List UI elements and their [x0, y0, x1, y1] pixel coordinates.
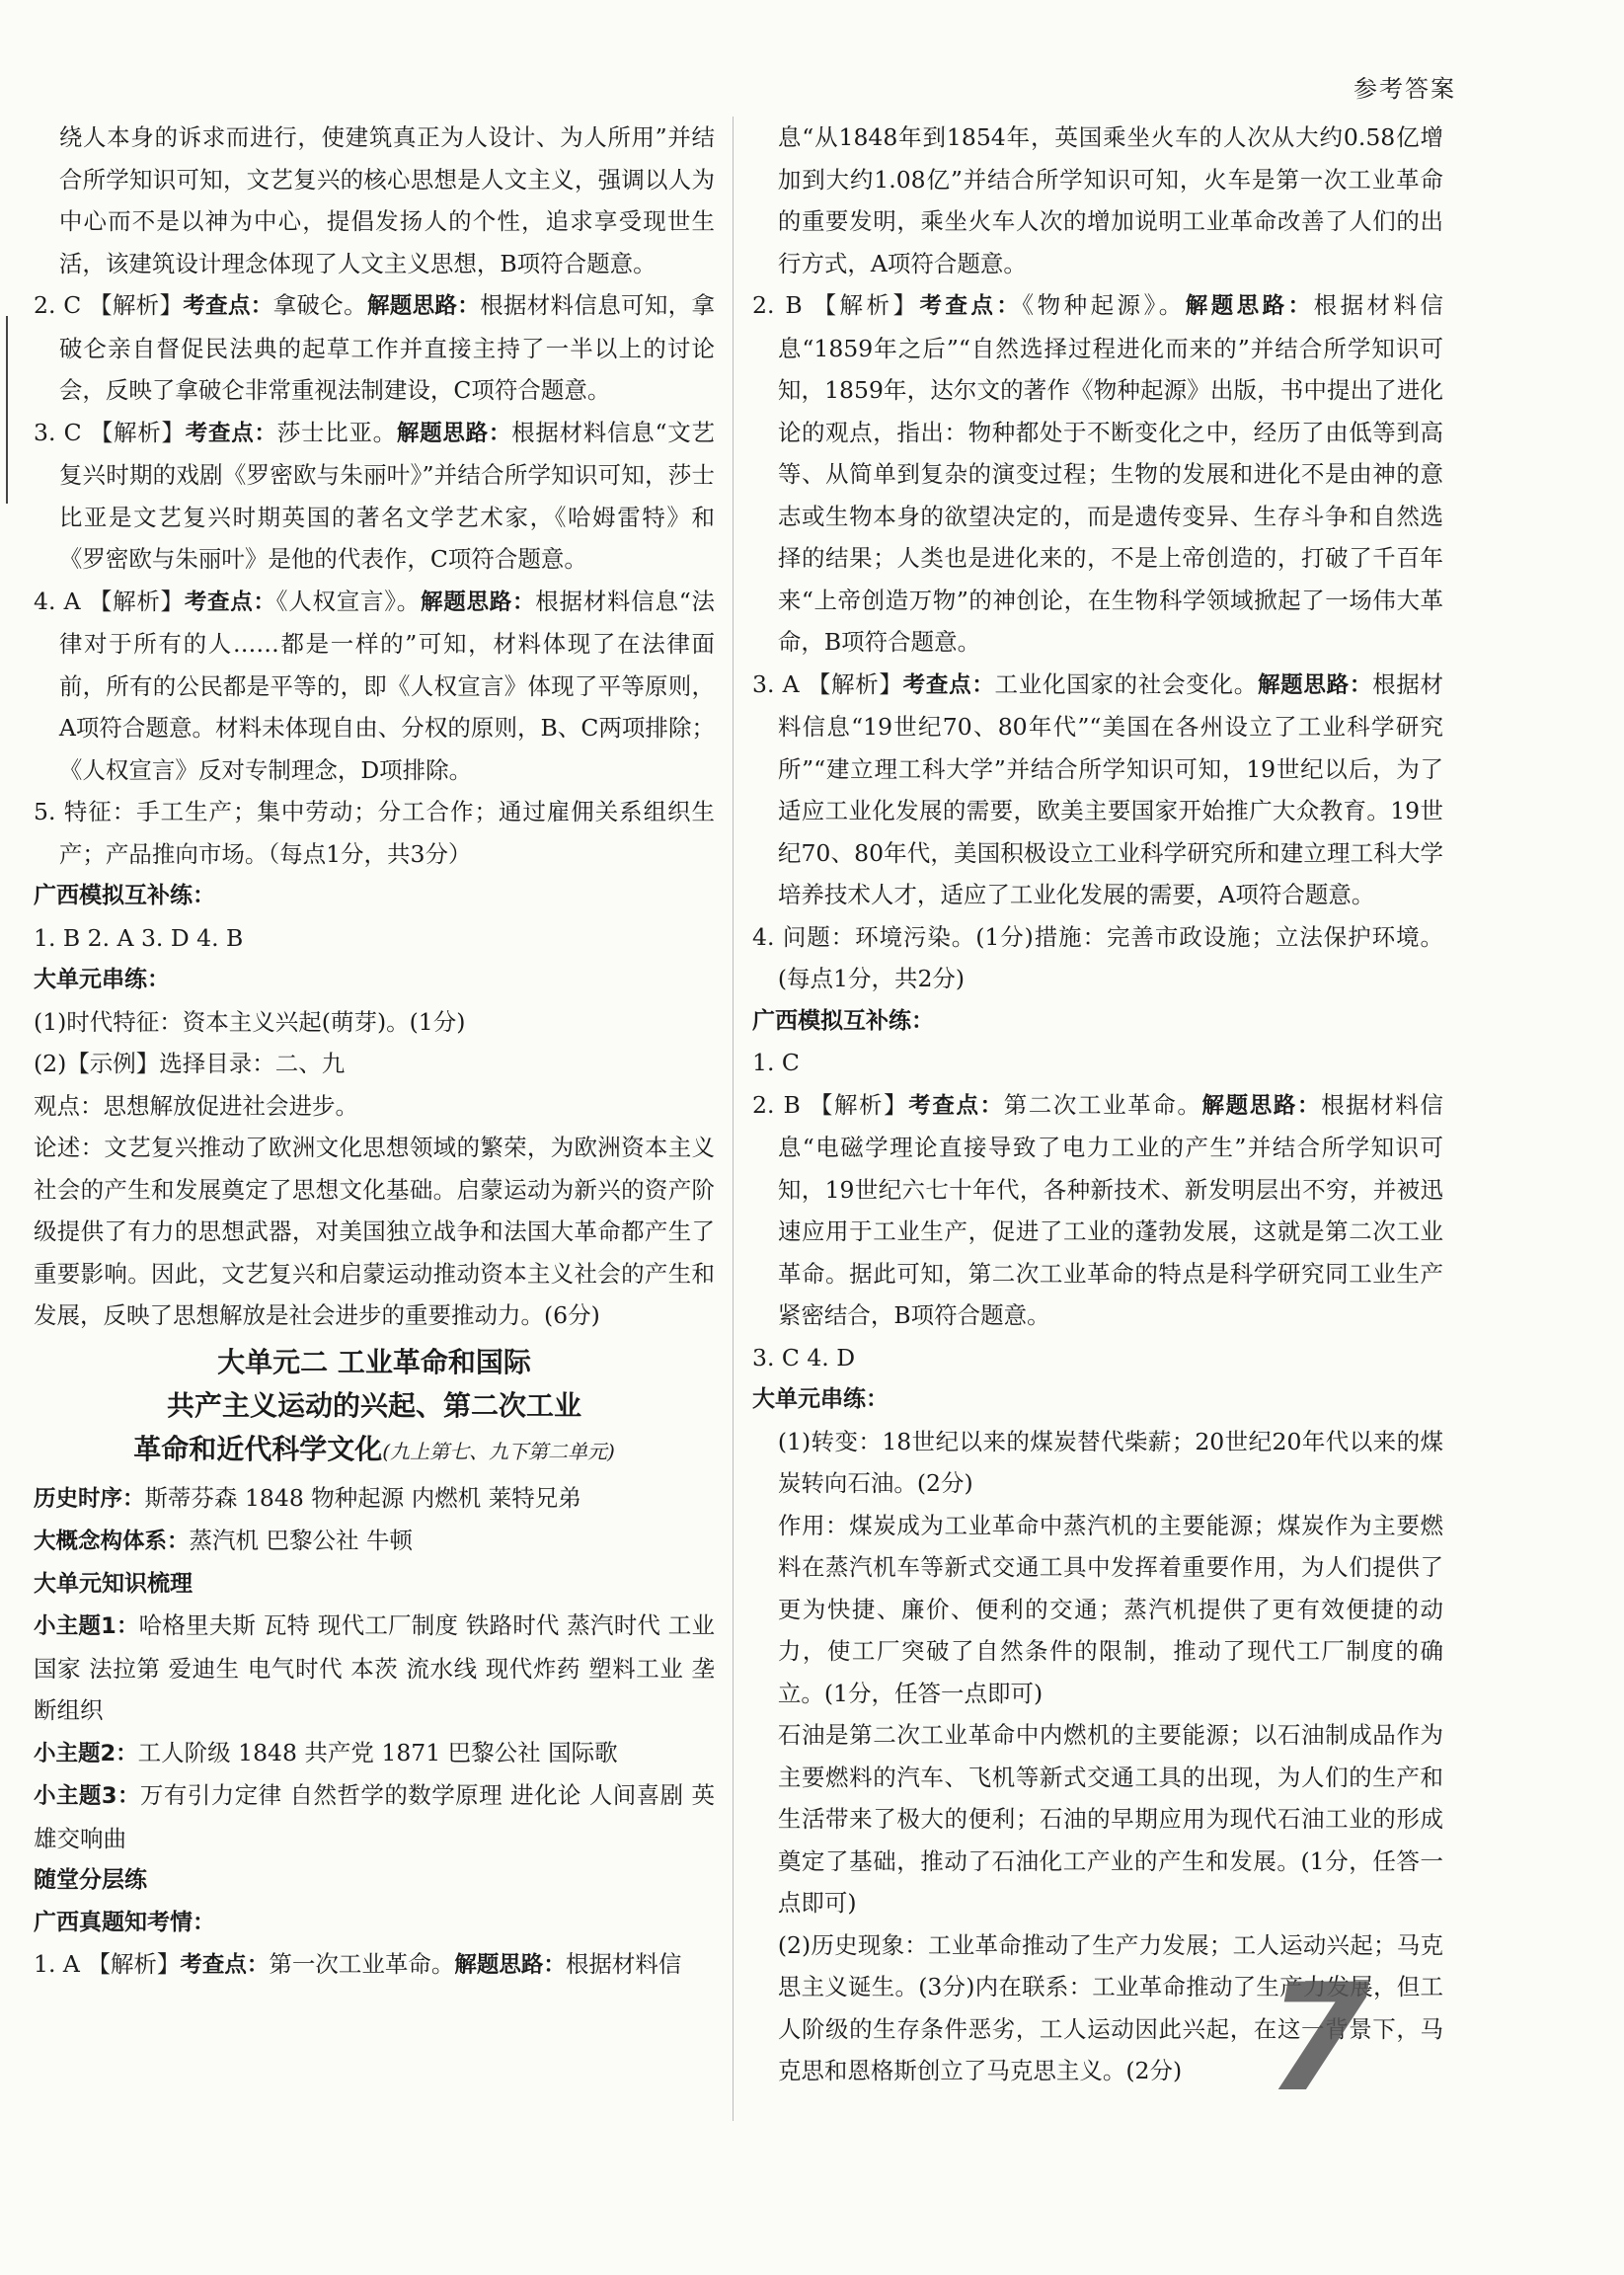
label-kaochadian: 考查点：: [902, 671, 995, 698]
text: 莎士比亚。: [276, 418, 397, 446]
text: 根据材料信息“19世纪70、80年代”“美国在各州设立了工业科学研究所”“建立理工科大学”并结合所学知识可知，19世纪以后，为了适应工业化发展的需要，欧美主要国家开始推广大众教育。19世纪70、80年代，美国积极设立工业科学研究所和建立理工科大学培养技术人才，适应了工业化发展的需要，A项符合题意。: [777, 669, 1443, 908]
text: 根据材料信: [565, 1950, 682, 1978]
answer-line: (2)历史现象：工业革命推动了生产力发展；工人运动兴起；马克思主义诞生。(3分)内在联系：工业革命推动了生产力发展，但工人阶级的生存条件恶劣，工人运动因此兴起，在这一背景下，马克思和恩格斯创立了马克思主义。(2分): [777, 1930, 1443, 2084]
text: 《物种起源》。: [1022, 291, 1186, 319]
margin-mark: [6, 316, 8, 504]
label-kaochadian: 考查点：: [183, 293, 273, 319]
unit-title-text: 革命和近代科学文化: [133, 1432, 383, 1465]
text: 第二次工业革命。: [1003, 1090, 1202, 1119]
answer-line: (1)时代特征：资本主义兴起(萌芽)。(1分): [34, 1007, 466, 1036]
answer-head: 2. B 【解析】: [752, 1090, 909, 1119]
answer-line: [34, 1774, 715, 1859]
answer-item: 4. 问题：环境污染。(1分)措施：完善市政设施；立法保护环境。(每点1分，共2分): [752, 922, 1443, 992]
section-title: 广西模拟互补练：: [34, 883, 215, 908]
label: 小主题1：: [34, 1613, 139, 1639]
answer-line: 1. C: [752, 1049, 800, 1076]
text: 根据材料信息“文艺复兴时期的戏剧《罗密欧与朱丽叶》”并结合所学知识可知，莎士比亚是文艺复兴时期英国的著名文学艺术家，《哈姆雷特》和《罗密欧与朱丽叶》是他的代表作，C项符合题意。: [58, 418, 715, 573]
text: 根据材料信息“电磁学理论直接导致了电力工业的产生”并结合所学知识可知，19世纪六七十年代，各种新技术、新发明层出不穷，并被迅速应用于工业生产，促进了工业的蓬勃发展，这就是第二次工业革命。据此可知，第二次工业革命的特点是科学研究同工业生产紧密结合，B项符合题意。: [777, 1090, 1443, 1329]
unit-title-line: [34, 1428, 715, 1473]
answer-head: 3. C 【解析】: [34, 418, 186, 446]
text: 工业化国家的社会变化。: [994, 669, 1258, 698]
answer-line: [34, 1520, 715, 1563]
label-kaochadian: 考查点：: [180, 1952, 270, 1978]
label-jietisilu: 解题思路：: [1185, 293, 1314, 319]
label-kaochadian: 考查点：: [908, 1092, 1004, 1119]
section-title: 大单元知识梳理: [34, 1570, 193, 1597]
section-title: 广西真题知考情：: [34, 1909, 215, 1935]
label-kaochadian: 考查点：: [919, 293, 1023, 319]
unit-title: [34, 1341, 715, 1473]
label-kaochadian: 考查点：: [184, 588, 276, 615]
label-jietisilu: 解题思路：: [454, 1952, 566, 1978]
text: 蒸汽机 巴黎公社 牛顿: [189, 1527, 413, 1554]
answer-continuation: 息“从1848年到1854年，英国乘坐火车的人次从大约0.58亿增加到大约1.08亿”并结合所学知识可知，火车是第一次工业革命的重要发明，乘坐火车人次的增加说明工业革命改善了人们的出行方式，A项符合题意。: [777, 123, 1443, 277]
label: 历史时序：: [34, 1485, 145, 1512]
unit-title-line: 大单元二 工业革命和国际: [217, 1345, 531, 1378]
label-jietisilu: 解题思路：: [396, 420, 512, 446]
text: 工人阶级 1848 共产党 1871 巴黎公社 国际歌: [137, 1738, 618, 1766]
answer-line: 1. B 2. A 3. D 4. B: [34, 923, 244, 952]
label-jietisilu: 解题思路：: [366, 293, 481, 319]
text: 哈格里夫斯 瓦特 现代工厂制度 铁路时代 蒸汽时代 工业国家 法拉第 爱迪生 电气时代 本茨 流水线 现代炸药 塑料工业 垄断组织: [34, 1611, 715, 1724]
answer-continuation: 绕人本身的诉求而进行，使建筑真正为人设计、为人所用”并结合所学知识可知，文艺复兴的核心思想是人文主义，强调以人为中心而不是以神为中心，提倡发扬人的个性，追求享受现世生活，该建筑设计理念体现了人文主义思想，B项符合题意。: [58, 123, 715, 277]
text: 根据材料信息可知，拿破仑亲自督促民法典的起草工作并直接主持了一半以上的讨论会，反映了拿破仑非常重视法制建设，C项符合题意。: [58, 291, 716, 404]
section-title: 广西模拟互补练：: [752, 1007, 934, 1034]
text: 斯蒂芬森 1848 物种起源 内燃机 莱特兄弟: [144, 1483, 581, 1512]
label-jietisilu: 解题思路：: [421, 588, 536, 615]
page-header-title: 参考答案: [1353, 75, 1456, 103]
label: 小主题2：: [34, 1740, 138, 1766]
answer-item: [34, 284, 715, 412]
answer-item: 5. 特征：手工生产；集中劳动；分工合作；通过雇佣关系组织生产；产品推向市场。（每点1分，共3分）: [34, 798, 715, 868]
answer-line: [34, 1605, 715, 1732]
page-number: 7: [1267, 1953, 1370, 2125]
answer-item: [752, 664, 1443, 916]
text: 根据材料信息“法律对于所有的人……都是一样的”可知，材料体现了在法律面前，所有的公民都是平等的，即《人权宣言》体现了平等原则，A项符合题意。材料未体现自由、分权的原则，B、C两项排除；《人权宣言》反对专制理念，D项排除。: [58, 587, 715, 784]
label-kaochadian: 考查点：: [185, 420, 277, 446]
answer-head: 4. A 【解析】: [34, 587, 185, 615]
answer-line: 3. C 4. D: [752, 1343, 856, 1372]
answer-line: 论述：文艺复兴推动了欧洲文化思想领域的繁荣，为欧洲资本主义社会的产生和发展奠定了思想文化基础。启蒙运动为新兴的资产阶级提供了有力的思想武器，对美国独立战争和法国大革命都产生了重要影响。因此，文艺复兴和启蒙运动推动资本主义社会的产生和发展，反映了思想解放是社会进步的重要推动力。(6分): [34, 1134, 715, 1329]
answer-head: 3. A 【解析】: [752, 669, 903, 698]
answer-item: [752, 1084, 1443, 1337]
answer-item: [34, 412, 715, 581]
right-column: [752, 117, 1443, 2092]
answer-line: 作用：煤炭成为工业革命中蒸汽机的主要能源；煤炭作为主要燃料在蒸汽机车等新式交通工具中发挥着重要作用，为人们提供了更为快捷、廉价、便利的交通；蒸汽机提供了更有效便捷的动力，使工厂突破了自然条件的限制，推动了现代工厂制度的确立。(1分，任答一点即可): [777, 1511, 1443, 1707]
text: 《人权宣言》。: [275, 587, 422, 615]
unit-title-note: (九上第七、九下第二单元): [382, 1439, 615, 1463]
label: 小主题3：: [34, 1783, 140, 1809]
answer-item: [34, 1943, 715, 1987]
answer-head: 1. A 【解析】: [34, 1950, 181, 1978]
label-jietisilu: 解题思路：: [1201, 1092, 1322, 1119]
column-divider: [733, 117, 734, 2121]
answer-item: [34, 581, 715, 792]
answer-line: 观点：思想解放促进社会进步。: [34, 1091, 358, 1120]
text: 拿破仑。: [272, 291, 367, 319]
section-title: 随堂分层练: [34, 1867, 147, 1893]
answer-line: 石油是第二次工业革命中内燃机的主要能源；以石油制成品作为主要燃料的汽车、飞机等新式交通工具的出现，为人们的生产和生活带来了极大的便利；石油的早期应用为现代石油工业的形成奠定了基础，推动了石油化工产业的产生和发展。(1分，任答一点即可): [777, 1721, 1443, 1917]
label: 大概念构体系：: [34, 1529, 190, 1554]
answer-line: [34, 1477, 715, 1521]
label-jietisilu: 解题思路：: [1257, 671, 1373, 698]
text: 根据材料信息“1859年之后”“自然选择过程进化而来的”并结合所学知识可知，1859年，达尔文的著作《物种起源》出版，书中提出了进化论的观点，指出：物种都处于不断变化之中，经历了由低等到高等、从简单到复杂的演变过程；生物的发展和进化不是由神的意志或生物本身的欲望决定的，而是遗传变异、生存斗争和自然选择的结果；人类也是进化来的，不是上帝创造的，打破了千百年来“上帝创造万物”的神创论，在生物科学领域掀起了一场伟大革命，B项符合题意。: [777, 291, 1443, 656]
answer-head: 2. C 【解析】: [34, 291, 184, 319]
section-title: 大单元串练：: [34, 967, 170, 992]
answer-head: 2. B 【解析】: [752, 291, 920, 319]
answer-line: [34, 1732, 715, 1775]
section-title: 大单元串练：: [752, 1386, 889, 1412]
answer-item: [752, 284, 1443, 664]
answer-line: (1)转变：18世纪以来的煤炭替代柴薪；20世纪20年代以来的煤炭转向石油。(2分): [777, 1427, 1443, 1497]
text: 万有引力定律 自然哲学的数学原理 进化论 人间喜剧 英雄交响曲: [34, 1781, 715, 1852]
unit-title-line: 共产主义运动的兴起、第二次工业: [166, 1388, 581, 1422]
text: 第一次工业革命。: [269, 1950, 455, 1978]
answer-line: (2)【示例】选择目录：二、九: [34, 1050, 346, 1077]
left-column: [34, 117, 715, 1987]
